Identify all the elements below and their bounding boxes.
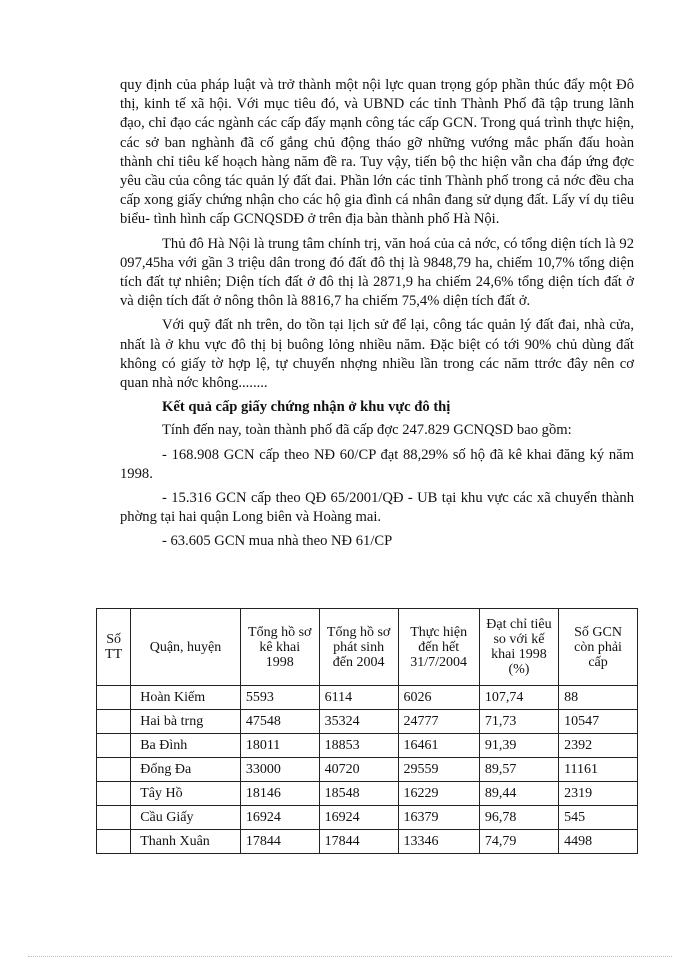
table-row <box>97 758 638 782</box>
cell-stt <box>97 686 131 710</box>
cell-value: 16461 <box>398 734 479 758</box>
cell-value: 2392 <box>559 734 638 758</box>
cell-value: 89,57 <box>479 758 558 782</box>
cell-value: 16924 <box>319 806 398 830</box>
cell-value: 17844 <box>240 830 319 854</box>
cell-value: 5593 <box>240 686 319 710</box>
cell-district: Tây Hồ <box>131 782 241 806</box>
cell-stt <box>97 734 131 758</box>
cell-value: 16379 <box>398 806 479 830</box>
cell-value: 16924 <box>240 806 319 830</box>
cell-value: 13346 <box>398 830 479 854</box>
gcn-statistics-table <box>96 608 638 854</box>
list-item-3: - 63.605 GCN mua nhà theo NĐ 61/CP <box>162 533 393 550</box>
cell-district: Hai bà trng <box>131 710 241 734</box>
paragraph-1: quy định của pháp luật và trở thành một nội lực quan trọng góp phần thúc đẩy một Đô thị, kinh tế xã hội. Với mục tiêu đó, và UBND các tỉnh Thành Phố đã tập trung lãnh đạo, chỉ đạo các ngành các cấp đẩy mạnh công tác cấp GCN. Trong quá trình thực hiện, các sở ban nghành đã cố gắng chủ động tháo gỡ những vướng mắc phấn đấu hoàn thành chỉ tiêu kế hoạch hàng năm đề ra. Tuy vậy, tiến bộ thc hiện vẫn cha đáp ứng đợc yêu cầu của công tác quản lý đất đai. Phần lớn các tỉnh Thành phố trong cả nớc đều cha cấp xong giấy chứng nhận cho các hộ gia đình cá nhân đang sử dụng đất. Lấy ví dụ tiêu biểu- tình hình cấp GCNQSDĐ ở trên địa bàn thành phố Hà Nội. <box>120 77 634 228</box>
cell-value: 17844 <box>319 830 398 854</box>
cell-value: 33000 <box>240 758 319 782</box>
table-row <box>97 686 638 710</box>
cell-value: 18853 <box>319 734 398 758</box>
cell-value: 89,44 <box>479 782 558 806</box>
cell-district: Cầu Giấy <box>131 806 241 830</box>
header-completed-2004: Thực hiện đến hết 31/7/2004 <box>398 609 479 686</box>
cell-stt <box>97 710 131 734</box>
cell-stt <box>97 830 131 854</box>
cell-district: Thanh Xuân <box>131 830 241 854</box>
cell-value: 74,79 <box>479 830 558 854</box>
cell-value: 18548 <box>319 782 398 806</box>
table-row <box>97 782 638 806</box>
header-district: Quận, huyện <box>131 609 241 686</box>
cell-value: 11161 <box>559 758 638 782</box>
body-text <box>120 76 634 557</box>
header-remaining: Số GCN còn phải cấp <box>559 609 638 686</box>
table-row <box>97 806 638 830</box>
cell-value: 91,39 <box>479 734 558 758</box>
cell-value: 10547 <box>559 710 638 734</box>
header-stt: Số TT <box>97 609 131 686</box>
cell-value: 40720 <box>319 758 398 782</box>
cell-district: Đống Đa <box>131 758 241 782</box>
header-arising-2004: Tổng hồ sơ phát sinh đến 2004 <box>319 609 398 686</box>
cell-value: 29559 <box>398 758 479 782</box>
cell-value: 47548 <box>240 710 319 734</box>
cell-value: 35324 <box>319 710 398 734</box>
page-bottom-divider <box>28 956 672 957</box>
summary-line: Tính đến nay, toàn thành phố đã cấp đợc 247.829 GCNQSD bao gồm: <box>162 422 572 439</box>
table-row <box>97 710 638 734</box>
paragraph-3: Với quỹ đất nh trên, do tồn tại lịch sử để lại, công tác quản lý đất đai, nhà cửa, nhất là ở khu vực đô thị bị buông lỏng nhiều năm. Đặc biệt có tới 90% chủ dùng đất không có giấy tờ hợp lệ, tự chuyển nhợng nhiều lần trong các năm ttrớc đây nên cơ quan nhà nớc không........ <box>120 317 634 392</box>
cell-value: 71,73 <box>479 710 558 734</box>
paragraph-2: Thủ đô Hà Nội là trung tâm chính trị, văn hoá của cả nớc, có tổng diện tích là 92 097,45ha với gần 3 triệu dân trong đó đất đô thị là 9848,79 ha, chiếm 10,7% tổng diện tích đất tự nhiên; Diện tích đất ở đô thị là 2871,9 ha chiếm 24,6% tổng diện tích đất ở và diện tích đất ở nông thôn là 8816,7 ha chiếm 75,4% diện tích đất ở. <box>120 235 634 310</box>
cell-value: 2319 <box>559 782 638 806</box>
cell-district: Ba Đình <box>131 734 241 758</box>
cell-value: 24777 <box>398 710 479 734</box>
cell-value: 545 <box>559 806 638 830</box>
cell-value: 4498 <box>559 830 638 854</box>
list-item-2: - 15.316 GCN cấp theo QĐ 65/2001/QĐ - UB tại khu vực các xã chuyển thành phờng tại hai quận Long biên và Hoàng mai. <box>120 490 634 526</box>
table-row <box>97 830 638 854</box>
cell-stt <box>97 806 131 830</box>
cell-value: 88 <box>559 686 638 710</box>
cell-value: 18146 <box>240 782 319 806</box>
table-header-row <box>97 609 638 686</box>
cell-stt <box>97 758 131 782</box>
header-declared-1998: Tổng hồ sơ kê khai 1998 <box>240 609 319 686</box>
table-row <box>97 734 638 758</box>
cell-value: 18011 <box>240 734 319 758</box>
cell-value: 6026 <box>398 686 479 710</box>
list-item-1: - 168.908 GCN cấp theo NĐ 60/CP đạt 88,29% số hộ đã kê khai đăng ký năm 1998. <box>120 446 634 482</box>
cell-stt <box>97 782 131 806</box>
cell-district: Hoàn Kiếm <box>131 686 241 710</box>
cell-value: 16229 <box>398 782 479 806</box>
cell-value: 6114 <box>319 686 398 710</box>
cell-value: 96,78 <box>479 806 558 830</box>
header-achievement-percent: Đạt chỉ tiêu so với kế khai 1998 (%) <box>479 609 558 686</box>
cell-value: 107,74 <box>479 686 558 710</box>
section-heading: Kết quả cấp giấy chứng nhận ở khu vực đô thị <box>162 399 451 416</box>
